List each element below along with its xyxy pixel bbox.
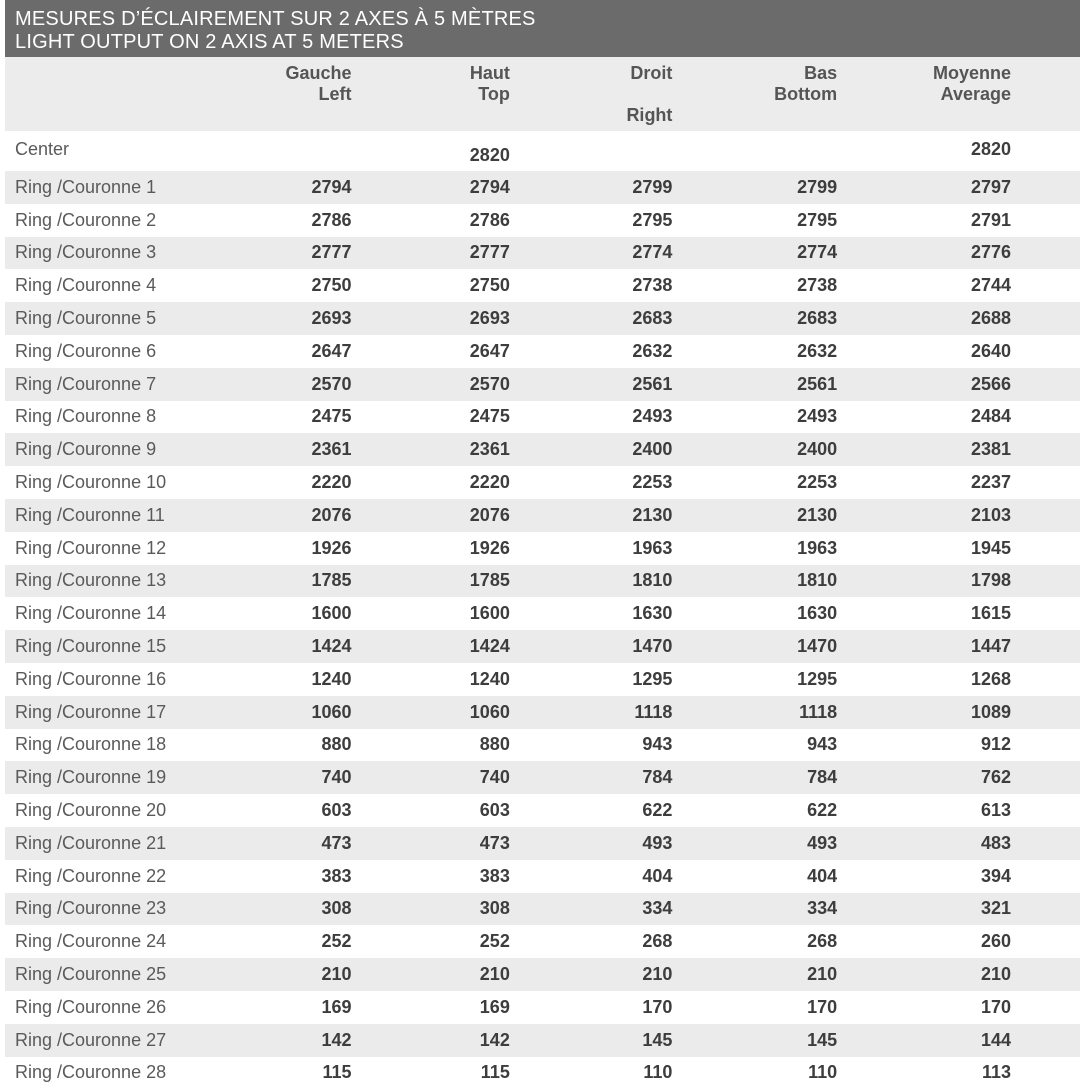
cell-bottom: 334: [807, 898, 838, 919]
header-left-en: Left: [318, 84, 352, 104]
table-row: [5, 794, 1080, 827]
cell-top: 383: [479, 865, 510, 886]
cell-top: 1785: [469, 570, 510, 591]
cell-average: 170: [980, 996, 1011, 1017]
row-label: Ring /Couronne 27: [15, 1029, 167, 1050]
cell-bottom: 1963: [797, 537, 838, 558]
row-label: Ring /Couronne 26: [15, 996, 167, 1017]
row-label: Ring /Couronne 23: [15, 898, 167, 919]
row-label: Ring /Couronne 24: [15, 931, 167, 952]
cell-left: 142: [321, 1029, 352, 1050]
cell-left: 169: [321, 996, 352, 1017]
header-right: [510, 57, 673, 131]
cell-right: 2799: [632, 176, 673, 197]
cell-top: 2361: [469, 439, 510, 460]
header-top-fr: Haut: [469, 63, 510, 83]
cell-average: 2484: [970, 406, 1011, 427]
row-label: Ring /Couronne 15: [15, 636, 167, 657]
cell-left: 1600: [311, 603, 352, 624]
cell-right: 2130: [632, 504, 673, 525]
cell-average: 2776: [970, 242, 1011, 263]
cell-bottom: 110: [808, 1062, 838, 1083]
cell-left: 1424: [311, 636, 352, 657]
header-bottom-fr: Bas: [804, 63, 838, 83]
cell-bottom: 1810: [797, 570, 838, 591]
header-top-en: Top: [478, 84, 510, 104]
cell-top: 740: [479, 767, 510, 788]
cell-bottom: 493: [807, 832, 838, 853]
cell-average: 613: [980, 800, 1011, 821]
cell-left: 740: [321, 767, 352, 788]
table-row: [5, 532, 1080, 565]
cell-average: 2640: [970, 340, 1011, 361]
cell-average: 2381: [970, 439, 1011, 460]
row-label: Ring /Couronne 16: [15, 668, 167, 689]
cell-right: 334: [642, 898, 673, 919]
row-label: Ring /Couronne 11: [15, 504, 165, 525]
cell-top: 169: [479, 996, 510, 1017]
header-right-fr: Droit: [630, 63, 673, 83]
row-label: Ring /Couronne 21: [15, 832, 167, 853]
cell-average: 2688: [970, 308, 1011, 329]
cell-average: 483: [980, 832, 1011, 853]
cell-bottom: 2400: [797, 439, 838, 460]
cell-average: 321: [980, 898, 1011, 919]
cell-top: 252: [479, 931, 510, 952]
table-row: [5, 1024, 1080, 1057]
table-row: [5, 761, 1080, 794]
cell-average: 113: [981, 1062, 1011, 1083]
cell-average: 1089: [970, 701, 1011, 722]
header-left-fr: Gauche: [285, 63, 352, 83]
cell-top: 2647: [469, 340, 510, 361]
cell-top: 603: [479, 800, 510, 821]
cell-average: 762: [980, 767, 1011, 788]
cell-average: 912: [980, 734, 1011, 755]
cell-right: [510, 131, 673, 171]
row-label: Ring /Couronne 28: [15, 1062, 167, 1083]
cell-bottom: 210: [807, 964, 838, 985]
row-label: Ring /Couronne 8: [15, 406, 157, 427]
cell-right: 2774: [632, 242, 673, 263]
table-row: [5, 499, 1080, 532]
header-right-en: Right: [626, 105, 673, 125]
cell-left: 1060: [311, 701, 352, 722]
cell-right: 1810: [632, 570, 673, 591]
cell-top: 2475: [469, 406, 510, 427]
cell-left: 252: [321, 931, 352, 952]
table-header: [5, 57, 1080, 131]
cell-left: 2777: [311, 242, 352, 263]
row-label: Ring /Couronne 18: [15, 734, 167, 755]
cell-top: 142: [479, 1029, 510, 1050]
cell-top: 2820: [469, 145, 510, 165]
cell-bottom: 2493: [797, 406, 838, 427]
cell-right: 145: [642, 1029, 673, 1050]
cell-top: 2786: [469, 209, 510, 230]
cell-left: 1785: [311, 570, 352, 591]
table-row: [5, 925, 1080, 958]
cell-left: [240, 131, 351, 171]
table-row: [5, 269, 1080, 302]
cell-bottom: 2683: [797, 308, 838, 329]
row-label: Ring /Couronne 25: [15, 964, 167, 985]
cell-bottom: 622: [807, 800, 838, 821]
cell-top: 2693: [469, 308, 510, 329]
row-label: Ring /Couronne 6: [15, 340, 157, 361]
cell-bottom: 943: [807, 734, 838, 755]
cell-top: 2570: [469, 373, 510, 394]
cell-right: 1630: [632, 603, 673, 624]
row-label: Ring /Couronne 19: [15, 767, 167, 788]
cell-right: 2683: [632, 308, 673, 329]
cell-right: 2400: [632, 439, 673, 460]
cell-left: 308: [321, 898, 352, 919]
cell-average: 2237: [970, 472, 1011, 493]
cell-top: 2220: [469, 472, 510, 493]
cell-top: 2777: [469, 242, 510, 263]
cell-average: 2103: [970, 504, 1011, 525]
cell-left: 115: [322, 1062, 352, 1083]
cell-top: 115: [480, 1062, 510, 1083]
cell-top: 2794: [469, 176, 510, 197]
cell-bottom: 2130: [797, 504, 838, 525]
cell-right: 2493: [632, 406, 673, 427]
cell-right: 1963: [632, 537, 673, 558]
cell-average: 260: [980, 931, 1011, 952]
cell-left: 1926: [311, 537, 352, 558]
cell-bottom: 170: [807, 996, 838, 1017]
title-french: MESURES D’ÉCLAIREMENT SUR 2 AXES À 5 MÈTRES: [15, 8, 536, 30]
row-label: Ring /Couronne 2: [15, 209, 157, 230]
cell-bottom: 2561: [797, 373, 838, 394]
cell-left: 2647: [311, 340, 352, 361]
table-row: [5, 827, 1080, 860]
table-row: [5, 368, 1080, 401]
cell-right: 2795: [632, 209, 673, 230]
table-row: [5, 237, 1080, 270]
cell-right: 170: [642, 996, 673, 1017]
table-row: [5, 204, 1080, 237]
cell-left: 2220: [311, 472, 352, 493]
table-row: [5, 696, 1080, 729]
cell-left: 880: [321, 734, 352, 755]
table-row: [5, 302, 1080, 335]
cell-left: 1240: [311, 668, 352, 689]
cell-top: 1926: [469, 537, 510, 558]
cell-bottom: 1118: [799, 701, 838, 722]
cell-bottom: 2799: [797, 176, 838, 197]
row-label: Center: [15, 139, 70, 159]
row-label: Ring /Couronne 7: [15, 373, 157, 394]
row-label: Ring /Couronne 22: [15, 865, 167, 886]
cell-right: 943: [642, 734, 673, 755]
table-row: [5, 630, 1080, 663]
cell-average: 1798: [970, 570, 1011, 591]
cell-right: 2738: [632, 275, 673, 296]
cell-left: 473: [321, 832, 352, 853]
cell-left: 383: [321, 865, 352, 886]
table-row: [5, 401, 1080, 434]
row-label: Ring /Couronne 17: [15, 701, 167, 722]
cell-average: 1268: [970, 668, 1011, 689]
center-row: [5, 131, 1080, 171]
cell-top: 473: [479, 832, 510, 853]
cell-bottom: 1295: [797, 668, 838, 689]
cell-left: 2786: [311, 209, 352, 230]
header-average: [837, 57, 1080, 131]
cell-right: 210: [642, 964, 673, 985]
header-right-spacer: [510, 84, 673, 105]
table-row: [5, 663, 1080, 696]
cell-top: 210: [479, 964, 510, 985]
cell-average: 2820: [970, 139, 1011, 159]
cell-average: 2791: [970, 209, 1011, 230]
cell-left: 2570: [311, 373, 352, 394]
cell-bottom: 784: [807, 767, 838, 788]
cell-left: 2475: [311, 406, 352, 427]
cell-average: 1945: [970, 537, 1011, 558]
cell-top: 1060: [469, 701, 510, 722]
cell-average: 210: [980, 964, 1011, 985]
table-row: [5, 171, 1080, 204]
title-english: LIGHT OUTPUT ON 2 AXIS AT 5 METERS: [15, 31, 404, 53]
header-top: [352, 57, 510, 131]
cell-average: 394: [980, 865, 1011, 886]
header-row: [5, 57, 1080, 131]
table-row: [5, 1057, 1080, 1090]
cell-top: 2750: [469, 275, 510, 296]
cell-average: 144: [980, 1029, 1011, 1050]
row-label: Ring /Couronne 5: [15, 308, 157, 329]
cell-left: 210: [321, 964, 352, 985]
cell-bottom: [672, 131, 837, 171]
table-row: [5, 597, 1080, 630]
cell-bottom: 145: [807, 1029, 838, 1050]
cell-bottom: 268: [807, 931, 838, 952]
row-label: Ring /Couronne 12: [15, 537, 167, 558]
cell-bottom: 1470: [797, 636, 838, 657]
cell-left: 2076: [311, 504, 352, 525]
table-row: [5, 565, 1080, 598]
row-label: Ring /Couronne 14: [15, 603, 167, 624]
cell-top: 308: [479, 898, 510, 919]
cell-top: 2076: [469, 504, 510, 525]
row-label: Ring /Couronne 13: [15, 570, 167, 591]
cell-right: 622: [642, 800, 673, 821]
cell-bottom: 2253: [797, 472, 838, 493]
cell-left: 2693: [311, 308, 352, 329]
table-row: [5, 893, 1080, 926]
table-row: [5, 991, 1080, 1024]
cell-bottom: 2738: [797, 275, 838, 296]
cell-top: 1240: [469, 668, 510, 689]
cell-top: 1424: [469, 636, 510, 657]
header-average-fr: Moyenne: [932, 63, 1011, 83]
header-bottom: [672, 57, 837, 131]
cell-right: 2561: [632, 373, 673, 394]
header-bottom-en: Bottom: [774, 84, 838, 104]
table-row: [5, 958, 1080, 991]
cell-average: 1447: [970, 636, 1011, 657]
cell-right: 1295: [632, 668, 673, 689]
cell-right: 784: [642, 767, 673, 788]
cell-average: 2744: [970, 275, 1011, 296]
table-title-bar: [5, 0, 1080, 57]
cell-bottom: 2774: [797, 242, 838, 263]
row-label: Ring /Couronne 3: [15, 242, 157, 263]
header-left: [240, 57, 351, 131]
cell-right: 110: [643, 1062, 673, 1083]
cell-bottom: 404: [807, 865, 838, 886]
row-label: Ring /Couronne 10: [15, 472, 167, 493]
cell-average: 1615: [970, 603, 1011, 624]
table-row: [5, 860, 1080, 893]
cell-right: 493: [642, 832, 673, 853]
header-label-column: [5, 57, 240, 131]
table-row: [5, 433, 1080, 466]
table-body: [5, 131, 1080, 1089]
cell-right: 2253: [632, 472, 673, 493]
light-output-table: [5, 57, 1080, 1089]
cell-left: 2361: [311, 439, 352, 460]
row-label: Ring /Couronne 20: [15, 800, 167, 821]
cell-right: 1470: [632, 636, 673, 657]
cell-left: 603: [321, 800, 352, 821]
header-average-en: Average: [940, 84, 1011, 104]
table-row: [5, 729, 1080, 762]
cell-average: 2797: [970, 176, 1011, 197]
table-row: [5, 466, 1080, 499]
cell-top: 880: [479, 734, 510, 755]
cell-left: 2750: [311, 275, 352, 296]
cell-right: 268: [642, 931, 673, 952]
row-label: Ring /Couronne 9: [15, 439, 157, 460]
cell-right: 2632: [632, 340, 673, 361]
cell-right: 404: [642, 865, 673, 886]
cell-bottom: 1630: [797, 603, 838, 624]
cell-bottom: 2795: [797, 209, 838, 230]
cell-right: 1118: [634, 701, 673, 722]
row-label: Ring /Couronne 4: [15, 275, 157, 296]
cell-bottom: 2632: [797, 340, 838, 361]
cell-left: 2794: [311, 176, 352, 197]
cell-top: 1600: [469, 603, 510, 624]
table-row: [5, 335, 1080, 368]
cell-average: 2566: [970, 373, 1011, 394]
row-label: Ring /Couronne 1: [15, 176, 157, 197]
